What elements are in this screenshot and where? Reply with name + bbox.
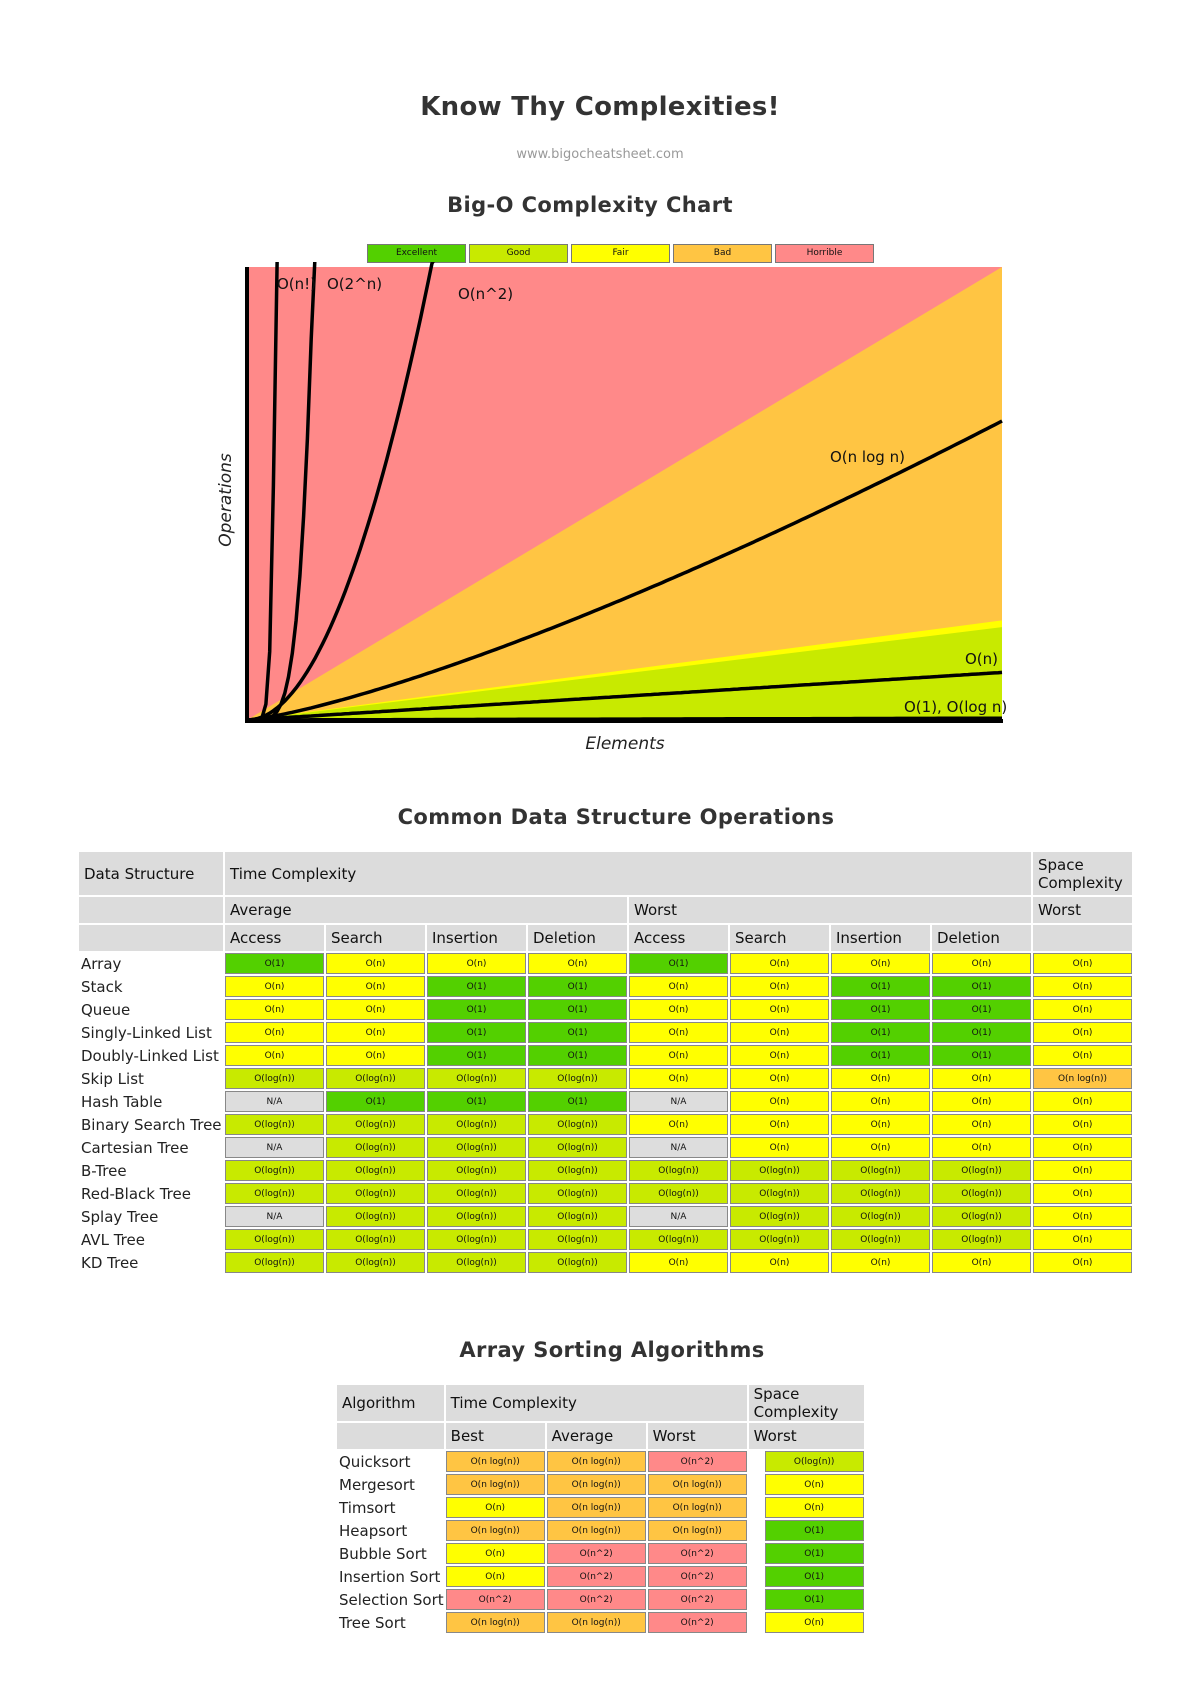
- row-label: Selection Sort: [339, 1590, 444, 1609]
- header-op-search: Search: [730, 925, 829, 951]
- row-label: Splay Tree: [81, 1207, 159, 1226]
- table-row: [79, 1183, 1132, 1204]
- header-best: Best: [446, 1423, 545, 1449]
- complexity-cell: O(n): [831, 953, 930, 974]
- complexity-cell: O(log(n)): [528, 1229, 627, 1250]
- table-row: [79, 1160, 1132, 1181]
- complexity-cell: O(1): [765, 1543, 864, 1564]
- complexity-cell: O(n log(n)): [547, 1474, 646, 1495]
- complexity-cell: N/A: [225, 1091, 324, 1112]
- ds-table-body: [79, 953, 1132, 1273]
- complexity-cell: O(log(n)): [326, 1160, 425, 1181]
- complexity-cell: O(log(n)): [730, 1229, 829, 1250]
- row-label: Queue: [81, 1000, 131, 1019]
- complexity-cell: N/A: [629, 1091, 728, 1112]
- complexity-cell: O(log(n)): [326, 1252, 425, 1273]
- header-op-search: Search: [326, 925, 425, 951]
- complexity-cell: O(log(n)): [326, 1137, 425, 1158]
- complexity-cell: O(1): [427, 1045, 526, 1066]
- complexity-cell: O(n): [225, 1022, 324, 1043]
- complexity-cell: O(n): [932, 1091, 1031, 1112]
- complexity-cell: O(n log(n)): [446, 1474, 545, 1495]
- complexity-cell: O(n): [1033, 1045, 1132, 1066]
- complexity-cell: O(n^2): [547, 1566, 646, 1587]
- table-row: [337, 1543, 864, 1564]
- complexity-cell: O(n): [225, 1045, 324, 1066]
- header-blank: [79, 897, 223, 923]
- column-spacer: [749, 1612, 763, 1633]
- complexity-cell: O(log(n)): [528, 1114, 627, 1135]
- complexity-cell: O(log(n)): [427, 1252, 526, 1273]
- row-label: Quicksort: [339, 1452, 411, 1471]
- complexity-cell: O(n): [629, 999, 728, 1020]
- row-label: Stack: [81, 977, 123, 996]
- header-blank: [337, 1423, 444, 1449]
- column-spacer: [749, 1566, 763, 1587]
- column-spacer: [749, 1474, 763, 1495]
- complexity-cell: O(1): [427, 1091, 526, 1112]
- complexity-cell: O(log(n)): [427, 1137, 526, 1158]
- complexity-cell: O(n): [528, 953, 627, 974]
- complexity-cell: O(n): [730, 1252, 829, 1273]
- column-spacer: [749, 1497, 763, 1518]
- complexity-cell: O(log(n)): [225, 1252, 324, 1273]
- complexity-cell: O(1): [765, 1520, 864, 1541]
- complexity-cell: O(log(n)): [427, 1160, 526, 1181]
- data-structure-table: [77, 850, 1134, 1275]
- complexity-cell: O(n): [629, 1114, 728, 1135]
- complexity-cell: O(n): [730, 999, 829, 1020]
- complexity-cell: O(log(n)): [326, 1114, 425, 1135]
- column-spacer: [749, 1520, 763, 1541]
- y-axis-label: Operations: [216, 453, 236, 547]
- sort-table-body: [337, 1451, 864, 1633]
- complexity-cell: O(n^2): [446, 1589, 545, 1610]
- complexity-cell: O(log(n)): [427, 1229, 526, 1250]
- complexity-cell: O(n log(n)): [547, 1497, 646, 1518]
- complexity-cell: O(n^2): [648, 1566, 747, 1587]
- header-space-worst: Worst: [749, 1423, 864, 1449]
- complexity-cell: O(n): [765, 1474, 864, 1495]
- complexity-cell: O(n): [1033, 1160, 1132, 1181]
- legend-bad: Bad: [673, 244, 772, 263]
- complexity-cell: O(n): [1033, 1022, 1132, 1043]
- complexity-cell: O(1): [528, 999, 627, 1020]
- complexity-cell: O(n): [225, 999, 324, 1020]
- header-time-complexity: Time Complexity: [225, 852, 1031, 895]
- complexity-cell: O(1): [831, 1022, 930, 1043]
- complexity-cell: O(log(n)): [831, 1229, 930, 1250]
- table-row: [79, 1206, 1132, 1227]
- complexity-cell: O(n log(n)): [547, 1520, 646, 1541]
- sort-table-title: Array Sorting Algorithms: [459, 1338, 765, 1362]
- table-row: [79, 953, 1132, 974]
- complexity-cell: O(log(n)): [427, 1068, 526, 1089]
- table-row: [337, 1566, 864, 1587]
- label-factorial: O(n!): [277, 275, 317, 293]
- complexity-cell: O(n log(n)): [446, 1520, 545, 1541]
- complexity-cell: O(log(n)): [225, 1068, 324, 1089]
- complexity-cell: O(log(n)): [427, 1206, 526, 1227]
- complexity-cell: O(n): [326, 1045, 425, 1066]
- complexity-cell: O(n): [629, 976, 728, 997]
- complexity-cell: O(log(n)): [932, 1183, 1031, 1204]
- complexity-cell: O(n): [446, 1497, 545, 1518]
- complexity-cell: O(1): [528, 1022, 627, 1043]
- complexity-cell: O(n log(n)): [648, 1520, 747, 1541]
- complexity-cell: O(log(n)): [225, 1229, 324, 1250]
- complexity-cell: O(n): [1033, 976, 1132, 997]
- complexity-cell: O(n): [831, 1091, 930, 1112]
- header-blank: [79, 925, 223, 951]
- complexity-cell: O(log(n)): [225, 1183, 324, 1204]
- complexity-cell: O(log(n)): [427, 1183, 526, 1204]
- legend-horrible: Horrible: [775, 244, 874, 263]
- header-time-complexity: Time Complexity: [446, 1385, 747, 1421]
- page-cutoff: [320, 1648, 880, 1698]
- complexity-cell: O(n): [831, 1252, 930, 1273]
- label-constant: O(1), O(log n): [904, 698, 1008, 716]
- complexity-cell: O(1): [831, 999, 930, 1020]
- complexity-cell: O(n): [326, 1022, 425, 1043]
- complexity-cell: O(n): [1033, 1206, 1132, 1227]
- legend-good: Good: [469, 244, 568, 263]
- ds-table-title: Common Data Structure Operations: [397, 805, 835, 829]
- complexity-cell: O(log(n)): [427, 1114, 526, 1135]
- complexity-cell: O(log(n)): [326, 1068, 425, 1089]
- complexity-cell: O(n): [730, 1091, 829, 1112]
- complexity-cell: O(log(n)): [831, 1183, 930, 1204]
- complexity-cell: O(1): [326, 1091, 425, 1112]
- table-row: [337, 1451, 864, 1472]
- header-average: Average: [225, 897, 627, 923]
- complexity-cell: O(1): [427, 976, 526, 997]
- label-quadratic: O(n^2): [458, 285, 514, 303]
- complexity-cell: O(log(n)): [629, 1183, 728, 1204]
- table-row: [79, 1045, 1132, 1066]
- complexity-cell: O(log(n)): [528, 1068, 627, 1089]
- complexity-cell: O(n^2): [648, 1451, 747, 1472]
- complexity-cell: O(1): [831, 976, 930, 997]
- complexity-cell: O(n): [730, 976, 829, 997]
- table-row: [79, 1022, 1132, 1043]
- complexity-cell: O(log(n)): [730, 1183, 829, 1204]
- complexity-cell: O(n): [446, 1543, 545, 1564]
- complexity-cell: O(n): [1033, 1114, 1132, 1135]
- complexity-cell: N/A: [629, 1206, 728, 1227]
- complexity-cell: O(1): [528, 1091, 627, 1112]
- row-label: Skip List: [81, 1069, 144, 1088]
- complexity-cell: O(n): [629, 1068, 728, 1089]
- complexity-cell: O(n): [730, 1114, 829, 1135]
- row-label: Heapsort: [339, 1521, 408, 1540]
- complexity-cell: O(1): [427, 999, 526, 1020]
- complexity-cell: O(1): [932, 999, 1031, 1020]
- complexity-cell: O(log(n)): [765, 1451, 864, 1472]
- table-row: [337, 1520, 864, 1541]
- complexity-cell: O(1): [225, 953, 324, 974]
- complexity-cell: O(log(n)): [528, 1137, 627, 1158]
- big-o-chart: [200, 262, 1020, 762]
- header-op-insertion: Insertion: [427, 925, 526, 951]
- complexity-cell: O(n): [831, 1068, 930, 1089]
- row-label: Hash Table: [81, 1092, 163, 1111]
- column-spacer: [749, 1589, 763, 1610]
- complexity-cell: O(n^2): [648, 1543, 747, 1564]
- complexity-cell: O(1): [932, 976, 1031, 997]
- table-row: [79, 1229, 1132, 1250]
- complexity-cell: O(n): [427, 953, 526, 974]
- complexity-cell: O(1): [932, 1045, 1031, 1066]
- table-row: [79, 1091, 1132, 1112]
- label-exponential: O(2^n): [327, 275, 383, 293]
- label-linear: O(n): [965, 650, 999, 668]
- complexity-cell: O(n): [326, 953, 425, 974]
- legend-excellent: Excellent: [367, 244, 466, 263]
- complexity-cell: O(1): [831, 1045, 930, 1066]
- complexity-cell: O(n): [932, 1137, 1031, 1158]
- header-worst: Worst: [629, 897, 1031, 923]
- header-data-structure: Data Structure: [79, 852, 223, 895]
- row-label: Red-Black Tree: [81, 1184, 191, 1203]
- complexity-cell: N/A: [629, 1137, 728, 1158]
- complexity-cell: O(n): [730, 1022, 829, 1043]
- complexity-cell: O(log(n)): [528, 1252, 627, 1273]
- complexity-cell: O(n): [1033, 1091, 1132, 1112]
- complexity-cell: O(n): [1033, 1229, 1132, 1250]
- row-label: Array: [81, 954, 122, 973]
- complexity-cell: O(log(n)): [730, 1160, 829, 1181]
- header-worst: Worst: [648, 1423, 747, 1449]
- complexity-cell: O(log(n)): [326, 1229, 425, 1250]
- complexity-cell: O(n): [326, 976, 425, 997]
- chart-legend: [367, 244, 874, 263]
- complexity-cell: O(n): [730, 1045, 829, 1066]
- row-label: Mergesort: [339, 1475, 415, 1494]
- row-label: Binary Search Tree: [81, 1115, 222, 1134]
- complexity-cell: O(log(n)): [730, 1206, 829, 1227]
- sorting-table: [335, 1383, 866, 1635]
- row-label: KD Tree: [81, 1253, 139, 1272]
- complexity-cell: O(n): [730, 953, 829, 974]
- header-average: Average: [547, 1423, 646, 1449]
- complexity-cell: O(log(n)): [831, 1206, 930, 1227]
- complexity-cell: O(n): [765, 1497, 864, 1518]
- complexity-cell: O(n): [629, 1022, 728, 1043]
- complexity-cell: O(n log(n)): [547, 1612, 646, 1633]
- complexity-cell: O(log(n)): [932, 1160, 1031, 1181]
- header-op-access: Access: [629, 925, 728, 951]
- complexity-cell: O(1): [528, 1045, 627, 1066]
- table-row: [79, 1114, 1132, 1135]
- complexity-cell: N/A: [225, 1137, 324, 1158]
- row-label: Insertion Sort: [339, 1567, 441, 1586]
- row-label: B-Tree: [81, 1161, 127, 1180]
- complexity-cell: O(n): [765, 1612, 864, 1633]
- header-space-worst: Worst: [1033, 897, 1132, 923]
- complexity-cell: O(n log(n)): [446, 1612, 545, 1633]
- complexity-regions: [247, 267, 1002, 720]
- complexity-cell: O(n): [225, 976, 324, 997]
- complexity-cell: O(n^2): [547, 1589, 646, 1610]
- complexity-cell: O(log(n)): [932, 1229, 1031, 1250]
- complexity-cell: O(n): [932, 1252, 1031, 1273]
- complexity-cell: O(n log(n)): [446, 1451, 545, 1472]
- complexity-cell: O(n^2): [547, 1543, 646, 1564]
- complexity-cell: O(1): [932, 1022, 1031, 1043]
- complexity-cell: O(n): [1033, 999, 1132, 1020]
- complexity-cell: O(log(n)): [326, 1183, 425, 1204]
- complexity-cell: O(1): [528, 976, 627, 997]
- column-spacer: [749, 1543, 763, 1564]
- complexity-cell: O(log(n)): [528, 1206, 627, 1227]
- complexity-cell: O(1): [629, 953, 728, 974]
- column-spacer: [749, 1451, 763, 1472]
- complexity-cell: O(n): [932, 1114, 1031, 1135]
- complexity-cell: O(log(n)): [225, 1160, 324, 1181]
- complexity-cell: O(n log(n)): [648, 1497, 747, 1518]
- complexity-cell: O(log(n)): [225, 1114, 324, 1135]
- row-label: AVL Tree: [81, 1230, 145, 1249]
- complexity-cell: O(n): [629, 1045, 728, 1066]
- header-op-access: Access: [225, 925, 324, 951]
- table-row: [79, 1068, 1132, 1089]
- complexity-cell: O(log(n)): [932, 1206, 1031, 1227]
- table-row: [79, 1137, 1132, 1158]
- header-space-complexity: Space Complexity: [749, 1385, 864, 1421]
- complexity-cell: O(n): [1033, 1137, 1132, 1158]
- site-url[interactable]: www.bigocheatsheet.com: [516, 147, 684, 162]
- row-label: Tree Sort: [339, 1613, 406, 1632]
- complexity-cell: O(n): [629, 1252, 728, 1273]
- row-label: Timsort: [339, 1498, 396, 1517]
- complexity-cell: O(n log(n)): [648, 1474, 747, 1495]
- table-row: [79, 976, 1132, 997]
- header-algorithm: Algorithm: [337, 1385, 444, 1421]
- table-row: [337, 1474, 864, 1495]
- table-row: [337, 1589, 864, 1610]
- table-row: [337, 1497, 864, 1518]
- header-op-insertion: Insertion: [831, 925, 930, 951]
- header-op-deletion: Deletion: [528, 925, 627, 951]
- complexity-cell: O(log(n)): [831, 1160, 930, 1181]
- complexity-cell: O(n^2): [648, 1589, 747, 1610]
- complexity-cell: O(n): [730, 1137, 829, 1158]
- complexity-cell: O(log(n)): [629, 1160, 728, 1181]
- complexity-cell: O(log(n)): [528, 1160, 627, 1181]
- complexity-cell: O(n^2): [648, 1612, 747, 1633]
- complexity-cell: O(log(n)): [326, 1206, 425, 1227]
- complexity-cell: O(log(n)): [528, 1183, 627, 1204]
- row-label: Doubly-Linked List: [81, 1046, 219, 1065]
- legend-fair: Fair: [571, 244, 670, 263]
- complexity-cell: O(n log(n)): [547, 1451, 646, 1472]
- table-row: [79, 1252, 1132, 1273]
- complexity-cell: O(n): [1033, 1183, 1132, 1204]
- x-axis-label: Elements: [585, 734, 665, 754]
- header-blank: [1033, 925, 1132, 951]
- label-nlogn: O(n log n): [830, 448, 905, 466]
- complexity-cell: O(n): [326, 999, 425, 1020]
- complexity-cell: O(n): [932, 953, 1031, 974]
- row-label: Singly-Linked List: [81, 1023, 212, 1042]
- table-row: [79, 999, 1132, 1020]
- page-title: Know Thy Complexities!: [420, 92, 780, 122]
- complexity-cell: N/A: [225, 1206, 324, 1227]
- complexity-cell: O(n): [730, 1068, 829, 1089]
- table-row: [337, 1612, 864, 1633]
- complexity-cell: O(log(n)): [629, 1229, 728, 1250]
- complexity-cell: O(n): [1033, 953, 1132, 974]
- complexity-cell: O(1): [765, 1566, 864, 1587]
- complexity-cell: O(n): [1033, 1252, 1132, 1273]
- row-label: Cartesian Tree: [81, 1138, 189, 1157]
- row-label: Bubble Sort: [339, 1544, 427, 1563]
- chart-title: Big-O Complexity Chart: [447, 193, 733, 217]
- complexity-cell: O(n): [932, 1068, 1031, 1089]
- header-op-deletion: Deletion: [932, 925, 1031, 951]
- complexity-cell: O(n): [446, 1566, 545, 1587]
- complexity-cell: O(n): [831, 1114, 930, 1135]
- complexity-cell: O(1): [765, 1589, 864, 1610]
- complexity-cell: O(n): [831, 1137, 930, 1158]
- complexity-cell: O(1): [427, 1022, 526, 1043]
- complexity-cell: O(n log(n)): [1033, 1068, 1132, 1089]
- header-space-complexity: Space Complexity: [1033, 852, 1132, 895]
